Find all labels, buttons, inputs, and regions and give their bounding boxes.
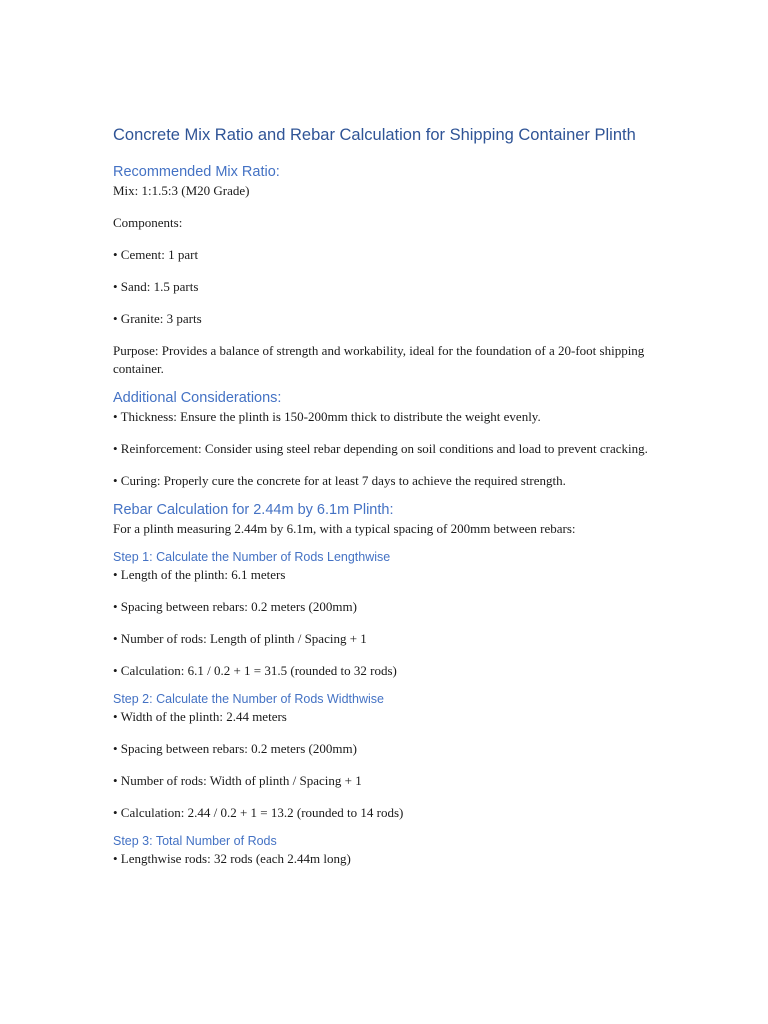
consideration-reinforcement: • Reinforcement: Consider using steel rebar depending on soil conditions and load to prevent cracking. bbox=[113, 441, 648, 456]
step1-heading: Step 1: Calculate the Number of Rods Lengthwise bbox=[113, 550, 391, 564]
component-sand: • Sand: 1.5 parts bbox=[113, 279, 199, 294]
component-granite: • Granite: 3 parts bbox=[113, 311, 202, 326]
step1-item: • Calculation: 6.1 / 0.2 + 1 = 31.5 (rounded to 32 rods) bbox=[113, 663, 397, 678]
considerations-heading: Additional Considerations: bbox=[113, 390, 282, 406]
mix-ratio-heading: Recommended Mix Ratio: bbox=[113, 164, 280, 180]
step1-item: • Spacing between rebars: 0.2 meters (200mm) bbox=[113, 599, 357, 614]
step2-item: • Spacing between rebars: 0.2 meters (200mm) bbox=[113, 741, 357, 756]
step2-item: • Calculation: 2.44 / 0.2 + 1 = 13.2 (rounded to 14 rods) bbox=[113, 805, 404, 820]
consideration-curing: • Curing: Properly cure the concrete for at least 7 days to achieve the required strength. bbox=[113, 473, 566, 488]
step1-item: • Number of rods: Length of plinth / Spacing + 1 bbox=[113, 631, 367, 646]
consideration-thickness: • Thickness: Ensure the plinth is 150-200mm thick to distribute the weight evenly. bbox=[113, 409, 541, 424]
rebar-heading: Rebar Calculation for 2.44m by 6.1m Plinth: bbox=[113, 502, 394, 518]
step2-heading: Step 2: Calculate the Number of Rods Widthwise bbox=[113, 692, 384, 706]
mix-line: Mix: 1:1.5:3 (M20 Grade) bbox=[113, 183, 250, 198]
purpose-paragraph: Purpose: Provides a balance of strength and workability, ideal for the foundation of a 20-foot shipping container. bbox=[113, 343, 645, 376]
components-label: Components: bbox=[113, 215, 183, 230]
step1-item: • Length of the plinth: 6.1 meters bbox=[113, 567, 286, 582]
component-cement: • Cement: 1 part bbox=[113, 247, 199, 262]
step3-heading: Step 3: Total Number of Rods bbox=[113, 834, 277, 848]
step2-item: • Number of rods: Width of plinth / Spacing + 1 bbox=[113, 773, 362, 788]
step2-item: • Width of the plinth: 2.44 meters bbox=[113, 709, 287, 724]
document-title: Concrete Mix Ratio and Rebar Calculation for Shipping Container Plinth bbox=[113, 126, 636, 144]
step3-item: • Lengthwise rods: 32 rods (each 2.44m long) bbox=[113, 851, 351, 866]
document-page bbox=[113, 124, 653, 882]
rebar-intro: For a plinth measuring 2.44m by 6.1m, with a typical spacing of 200mm between rebars: bbox=[113, 521, 576, 536]
